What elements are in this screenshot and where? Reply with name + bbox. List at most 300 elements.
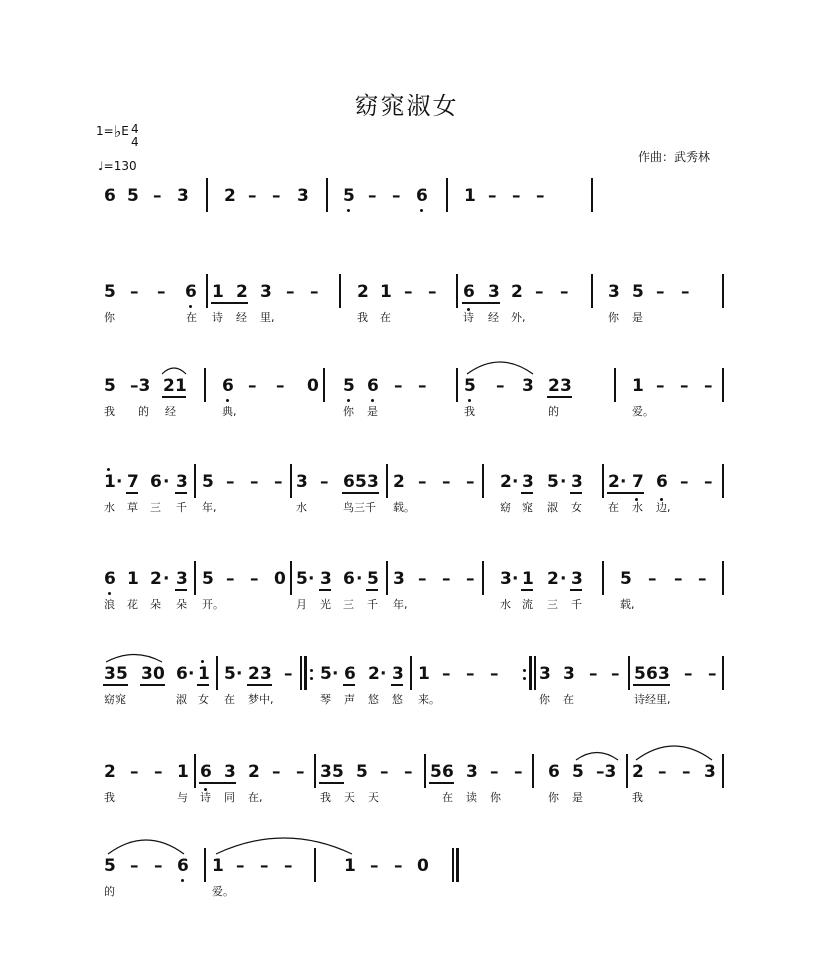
note: – bbox=[708, 664, 717, 684]
note: 1 bbox=[418, 664, 430, 684]
bar-line bbox=[290, 561, 292, 595]
note: – bbox=[704, 472, 713, 492]
lyric-syllable: 诗经里, bbox=[634, 693, 671, 706]
bar-line bbox=[602, 561, 604, 595]
note: 5 bbox=[572, 762, 584, 782]
note: – bbox=[130, 282, 139, 302]
note: – bbox=[154, 856, 163, 876]
octave-dot bbox=[201, 660, 204, 663]
note: – bbox=[310, 282, 319, 302]
note: 1 bbox=[380, 282, 392, 302]
lyric-syllable: 爱。 bbox=[632, 405, 654, 418]
note: 5 bbox=[320, 664, 332, 684]
note: – bbox=[286, 282, 295, 302]
bar-line bbox=[194, 561, 196, 595]
note: 5 bbox=[104, 376, 116, 396]
lyric-syllable: 与 bbox=[177, 791, 188, 804]
note: 3 bbox=[297, 186, 309, 206]
lyric-syllable: 在, bbox=[248, 791, 263, 804]
note: 3 bbox=[488, 282, 500, 302]
beam-underline bbox=[462, 302, 500, 304]
lyric-syllable: 淑 bbox=[547, 501, 558, 514]
note: 3 bbox=[608, 282, 620, 302]
note: 5 bbox=[343, 376, 355, 396]
note: – bbox=[236, 856, 245, 876]
note: 0 bbox=[307, 376, 319, 396]
octave-dot bbox=[181, 879, 184, 882]
lyric-syllable: 梦中, bbox=[248, 693, 274, 706]
lyric-syllable: 来。 bbox=[418, 693, 440, 706]
lyric-syllable: 天 bbox=[344, 791, 355, 804]
lyric-syllable: 典, bbox=[222, 405, 237, 418]
octave-dot bbox=[189, 305, 192, 308]
bar-line bbox=[529, 656, 532, 690]
bar-line bbox=[194, 754, 196, 788]
lyric-syllable: 诗 bbox=[200, 791, 211, 804]
bar-line bbox=[722, 464, 724, 498]
beam-underline bbox=[547, 396, 572, 398]
note: – bbox=[611, 664, 620, 684]
bar-line bbox=[456, 274, 458, 308]
note: – bbox=[656, 376, 665, 396]
bar-line bbox=[326, 178, 328, 212]
lyric-syllable: 水 bbox=[296, 501, 307, 514]
note: 3 bbox=[658, 664, 670, 684]
quarter-note-icon: ♩ bbox=[98, 159, 104, 173]
bar-line bbox=[446, 178, 448, 212]
note: 6 bbox=[344, 664, 356, 684]
note: 5 bbox=[356, 762, 368, 782]
beam-underline bbox=[162, 396, 186, 398]
lyric-syllable: 三 bbox=[547, 598, 558, 611]
note: – bbox=[418, 569, 427, 589]
composer-credit: 作曲：武秀林 bbox=[638, 150, 711, 164]
lyric-syllable: 你 bbox=[343, 405, 354, 418]
note: · bbox=[332, 664, 339, 684]
bar-line bbox=[456, 848, 459, 882]
note: 7 bbox=[632, 472, 644, 492]
lyric-syllable: 女 bbox=[571, 501, 582, 514]
lyric-syllable: 声 bbox=[344, 693, 355, 706]
note: – bbox=[466, 664, 475, 684]
beam-underline bbox=[429, 782, 454, 784]
bar-line bbox=[194, 464, 196, 498]
slur bbox=[574, 749, 620, 762]
note: · bbox=[308, 569, 315, 589]
beam-underline bbox=[521, 589, 533, 591]
beam-underline bbox=[319, 782, 344, 784]
note: 3 bbox=[571, 472, 583, 492]
note: 6 bbox=[646, 664, 658, 684]
bar-line bbox=[386, 464, 388, 498]
lyric-syllable: 琴 bbox=[320, 693, 331, 706]
bar-line bbox=[314, 848, 316, 882]
note: – bbox=[226, 472, 235, 492]
note: 2 bbox=[368, 664, 380, 684]
bar-line bbox=[722, 274, 724, 308]
beam-underline bbox=[633, 684, 670, 686]
note: 2 bbox=[632, 762, 644, 782]
note: 3 bbox=[539, 664, 551, 684]
note: – bbox=[272, 186, 281, 206]
octave-dot bbox=[347, 399, 350, 402]
note: 5 bbox=[464, 376, 476, 396]
note: 3 bbox=[260, 282, 272, 302]
note: – bbox=[248, 376, 257, 396]
note: –3 bbox=[130, 376, 151, 396]
note: – bbox=[394, 856, 403, 876]
note: 3 bbox=[296, 472, 308, 492]
note: 2 bbox=[163, 376, 175, 396]
note: – bbox=[130, 856, 139, 876]
octave-dot bbox=[347, 209, 350, 212]
note: – bbox=[512, 186, 521, 206]
lyric-syllable: 的 bbox=[548, 405, 559, 418]
note: – bbox=[560, 282, 569, 302]
lyric-syllable: 我 bbox=[632, 791, 643, 804]
lyric-syllable: 流 bbox=[522, 598, 533, 611]
note: · bbox=[512, 569, 519, 589]
note: 1 bbox=[632, 376, 644, 396]
lyric-syllable: 你 bbox=[539, 693, 550, 706]
note: 3 bbox=[522, 472, 534, 492]
note: 1 bbox=[344, 856, 356, 876]
note: –3 bbox=[596, 762, 617, 782]
note: – bbox=[248, 186, 257, 206]
note: – bbox=[370, 856, 379, 876]
note: – bbox=[130, 762, 139, 782]
note: · bbox=[620, 472, 627, 492]
octave-dot bbox=[523, 669, 526, 672]
lyric-syllable: 诗 bbox=[463, 311, 474, 324]
note: 3 bbox=[571, 569, 583, 589]
note: 6 bbox=[150, 472, 162, 492]
beam-underline bbox=[570, 492, 582, 494]
note: 1 bbox=[522, 569, 534, 589]
slur bbox=[214, 834, 354, 856]
beam-underline bbox=[607, 492, 644, 494]
lyric-syllable: 女 bbox=[198, 693, 209, 706]
bar-line bbox=[304, 656, 307, 690]
note: 3 bbox=[104, 664, 116, 684]
note: – bbox=[404, 282, 413, 302]
note: 5 bbox=[620, 569, 632, 589]
bar-line bbox=[722, 754, 724, 788]
note: 1 bbox=[198, 664, 210, 684]
lyric-syllable: 年, bbox=[393, 598, 408, 611]
note: – bbox=[536, 186, 545, 206]
note: 2 bbox=[150, 569, 162, 589]
note: – bbox=[284, 664, 293, 684]
lyric-syllable: 在 bbox=[380, 311, 391, 324]
note: 3 bbox=[500, 569, 512, 589]
lyric-syllable: 经 bbox=[488, 311, 499, 324]
beam-underline bbox=[391, 684, 403, 686]
beam-underline bbox=[570, 589, 582, 591]
bar-line bbox=[339, 274, 341, 308]
note: – bbox=[684, 664, 693, 684]
note: 5 bbox=[355, 472, 367, 492]
note: · bbox=[560, 569, 567, 589]
octave-dot bbox=[226, 399, 229, 402]
lyric-syllable: 我 bbox=[464, 405, 475, 418]
bar-line bbox=[482, 464, 484, 498]
lyric-syllable: 开。 bbox=[202, 598, 224, 611]
octave-dot bbox=[468, 399, 471, 402]
note: 5 bbox=[634, 664, 646, 684]
note: – bbox=[442, 569, 451, 589]
beam-underline bbox=[140, 684, 165, 686]
lyric-syllable: 外, bbox=[511, 311, 526, 324]
note: 3 bbox=[522, 376, 534, 396]
lyric-syllable: 你 bbox=[490, 791, 501, 804]
bar-line bbox=[206, 274, 208, 308]
bar-line bbox=[722, 561, 724, 595]
lyric-syllable: 你 bbox=[608, 311, 619, 324]
bar-line bbox=[204, 368, 206, 402]
lyric-syllable: 水 bbox=[500, 598, 511, 611]
note: – bbox=[404, 762, 413, 782]
note: 1 bbox=[212, 856, 224, 876]
note: 3 bbox=[563, 664, 575, 684]
note: 3 bbox=[176, 569, 188, 589]
slur bbox=[160, 364, 188, 376]
note: – bbox=[418, 376, 427, 396]
note: 3 bbox=[560, 376, 572, 396]
note: · bbox=[512, 472, 519, 492]
note: 6 bbox=[367, 376, 379, 396]
note: – bbox=[466, 472, 475, 492]
note: 1 bbox=[177, 762, 189, 782]
lyric-syllable: 里, bbox=[260, 311, 275, 324]
note: – bbox=[680, 472, 689, 492]
note: – bbox=[226, 569, 235, 589]
note: – bbox=[153, 186, 162, 206]
note: 5 bbox=[202, 569, 214, 589]
note: – bbox=[250, 569, 259, 589]
bar-line bbox=[206, 178, 208, 212]
bar-line bbox=[314, 754, 316, 788]
note: 5 bbox=[104, 856, 116, 876]
note: 6 bbox=[104, 186, 116, 206]
lyric-syllable: 诗 bbox=[212, 311, 223, 324]
lyric-syllable: 是 bbox=[572, 791, 583, 804]
note: · bbox=[188, 664, 195, 684]
slur bbox=[634, 742, 714, 762]
lyric-syllable: 我 bbox=[104, 405, 115, 418]
note: 5 bbox=[296, 569, 308, 589]
note: · bbox=[163, 472, 170, 492]
lyric-syllable: 朵 bbox=[150, 598, 161, 611]
note: – bbox=[442, 664, 451, 684]
note: 6 bbox=[185, 282, 197, 302]
bar-line bbox=[410, 656, 412, 690]
note: 5 bbox=[104, 282, 116, 302]
lyric-syllable: 在 bbox=[224, 693, 235, 706]
lyric-syllable: 我 bbox=[320, 791, 331, 804]
lyric-syllable: 经 bbox=[165, 405, 176, 418]
note: – bbox=[394, 376, 403, 396]
beam-underline bbox=[342, 492, 379, 494]
note: 2 bbox=[248, 762, 260, 782]
note: 0 bbox=[274, 569, 286, 589]
bar-line bbox=[452, 848, 454, 882]
bar-line bbox=[722, 368, 724, 402]
lyric-syllable: 同 bbox=[224, 791, 235, 804]
bar-line bbox=[386, 561, 388, 595]
song-title: 窈窕淑女 bbox=[354, 92, 459, 120]
note: – bbox=[276, 376, 285, 396]
flat-icon: ♭ bbox=[113, 122, 122, 141]
lyric-syllable: 我 bbox=[357, 311, 368, 324]
note: 3 bbox=[320, 762, 332, 782]
bar-line bbox=[456, 368, 458, 402]
note: – bbox=[589, 664, 598, 684]
bar-line bbox=[628, 656, 630, 690]
lyric-syllable: 水 bbox=[104, 501, 115, 514]
bar-line bbox=[323, 368, 325, 402]
beam-underline bbox=[175, 589, 187, 591]
note: – bbox=[648, 569, 657, 589]
note: – bbox=[682, 762, 691, 782]
note: 3 bbox=[176, 472, 188, 492]
lyric-syllable: 在 bbox=[608, 501, 619, 514]
lyric-syllable: 浪 bbox=[104, 598, 115, 611]
note: 3 bbox=[224, 762, 236, 782]
note: – bbox=[496, 376, 505, 396]
beam-underline bbox=[197, 684, 209, 686]
note: – bbox=[514, 762, 523, 782]
beam-underline bbox=[126, 492, 138, 494]
note: 6 bbox=[548, 762, 560, 782]
note: 3 bbox=[141, 664, 153, 684]
note: – bbox=[680, 376, 689, 396]
lyric-syllable: 在 bbox=[186, 311, 197, 324]
lyric-syllable: 窈窕 bbox=[104, 693, 126, 706]
note: – bbox=[380, 762, 389, 782]
beam-underline bbox=[175, 492, 187, 494]
note: 1 bbox=[464, 186, 476, 206]
note: 3 bbox=[392, 664, 404, 684]
octave-dot bbox=[420, 209, 423, 212]
note: – bbox=[392, 186, 401, 206]
note: 5 bbox=[116, 664, 128, 684]
lyric-syllable: 读 bbox=[466, 791, 477, 804]
note: – bbox=[490, 664, 499, 684]
bar-line bbox=[424, 754, 426, 788]
note: · bbox=[163, 569, 170, 589]
note: 6 bbox=[463, 282, 475, 302]
note: 2 bbox=[511, 282, 523, 302]
time-signature: 4 4 bbox=[131, 122, 139, 149]
note: – bbox=[272, 762, 281, 782]
note: 6 bbox=[104, 569, 116, 589]
note: 3 bbox=[260, 664, 272, 684]
note: – bbox=[154, 762, 163, 782]
note: – bbox=[368, 186, 377, 206]
lyric-syllable: 朵 bbox=[176, 598, 187, 611]
bar-line bbox=[626, 754, 628, 788]
beam-underline bbox=[199, 782, 236, 784]
note: 5 bbox=[367, 569, 379, 589]
note: – bbox=[284, 856, 293, 876]
note: 5 bbox=[127, 186, 139, 206]
note: 5 bbox=[202, 472, 214, 492]
note: – bbox=[488, 186, 497, 206]
octave-dot bbox=[108, 592, 111, 595]
lyric-syllable: 千 bbox=[367, 598, 378, 611]
note: 2 bbox=[548, 376, 560, 396]
note: 2 bbox=[393, 472, 405, 492]
beam-underline bbox=[319, 589, 331, 591]
lyric-syllable: 经 bbox=[236, 311, 247, 324]
lyric-syllable: 的 bbox=[138, 405, 149, 418]
lyric-syllable: 悠 bbox=[368, 693, 379, 706]
note: 6 bbox=[343, 472, 355, 492]
note: 6 bbox=[656, 472, 668, 492]
note: 1 bbox=[175, 376, 187, 396]
note: – bbox=[704, 376, 713, 396]
note: – bbox=[260, 856, 269, 876]
bar-line bbox=[591, 274, 593, 308]
octave-dot bbox=[523, 677, 526, 680]
note: 6 bbox=[222, 376, 234, 396]
note: 3 bbox=[320, 569, 332, 589]
octave-dot bbox=[371, 399, 374, 402]
note: 3 bbox=[177, 186, 189, 206]
note: – bbox=[656, 282, 665, 302]
beam-underline bbox=[211, 302, 248, 304]
beam-underline bbox=[247, 684, 272, 686]
note: – bbox=[535, 282, 544, 302]
note: 3 bbox=[466, 762, 478, 782]
octave-dot bbox=[310, 669, 313, 672]
lyric-syllable: 是 bbox=[367, 405, 378, 418]
beam-underline bbox=[521, 492, 533, 494]
note: – bbox=[250, 472, 259, 492]
note: · bbox=[236, 664, 243, 684]
lyric-syllable: 你 bbox=[548, 791, 559, 804]
bar-line bbox=[534, 656, 536, 690]
bar-line bbox=[482, 561, 484, 595]
lyric-syllable: 三 bbox=[343, 598, 354, 611]
lyric-syllable: 窕 bbox=[522, 501, 533, 514]
lyric-syllable: 载。 bbox=[393, 501, 415, 514]
lyric-syllable: 三 bbox=[150, 501, 161, 514]
beam-underline bbox=[366, 589, 378, 591]
key-signature: 1=♭E bbox=[96, 122, 129, 141]
lyric-syllable: 光 bbox=[320, 598, 331, 611]
lyric-syllable: 在 bbox=[442, 791, 453, 804]
lyric-syllable: 载, bbox=[620, 598, 635, 611]
lyric-syllable: 天 bbox=[368, 791, 379, 804]
note: 5 bbox=[224, 664, 236, 684]
bar-line bbox=[300, 656, 302, 690]
note: – bbox=[490, 762, 499, 782]
note: 0 bbox=[153, 664, 165, 684]
lyric-syllable: 千 bbox=[176, 501, 187, 514]
lyric-syllable: 年, bbox=[202, 501, 217, 514]
note: · bbox=[380, 664, 387, 684]
note: 5 bbox=[332, 762, 344, 782]
note: 2 bbox=[224, 186, 236, 206]
note: 2 bbox=[500, 472, 512, 492]
note: 0 bbox=[417, 856, 429, 876]
lyric-syllable: 千 bbox=[571, 598, 582, 611]
bar-line bbox=[614, 368, 616, 402]
lyric-syllable: 爱。 bbox=[212, 885, 234, 898]
note: 2 bbox=[547, 569, 559, 589]
